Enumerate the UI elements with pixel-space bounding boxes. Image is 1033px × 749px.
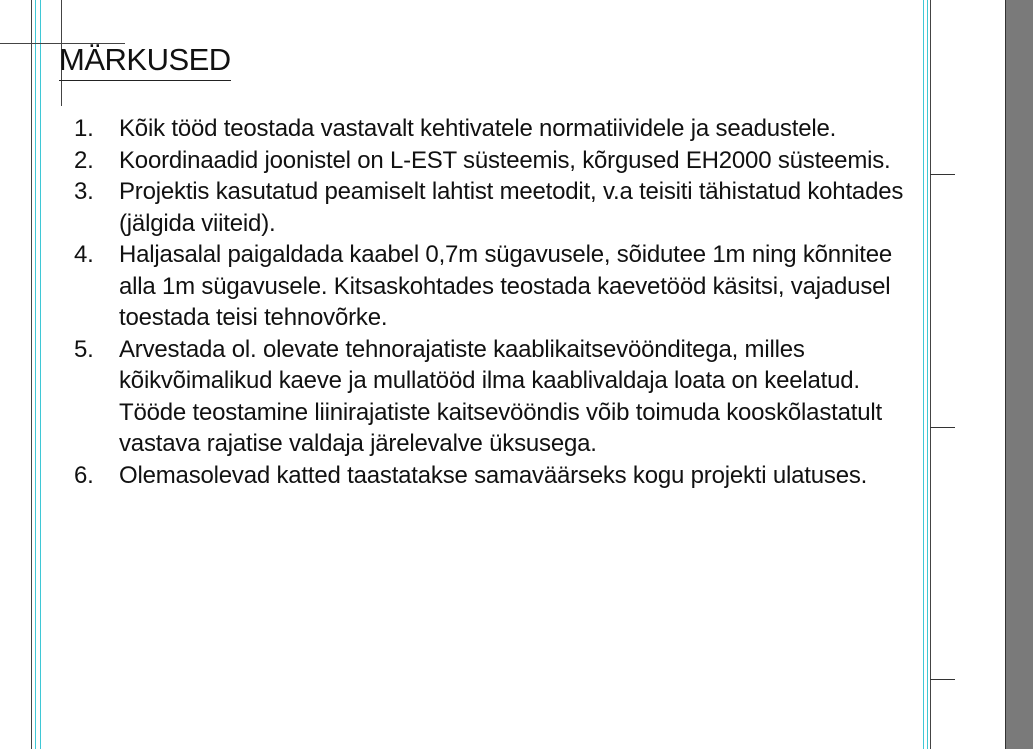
list-item [74,113,914,145]
side-strip [1005,0,1033,749]
frame-line-right-cyan [923,0,924,749]
note-text: Kõik tööd teostada vastavalt kehtivatele normatiividele ja seadustele. [119,115,837,142]
frame-line-left-cyan [35,0,36,749]
notes-list [74,113,914,491]
note-text: Arvestada ol. olevate tehnorajatiste kaablikaitsevöönditega, milles kõikvõimalikud kaeve ja mullatööd ilma kaablivaldaja loata on keelatud. Tööde teostamine liinirajatiste kaitsevööndis võib toimuda kooskõlastatult vastava rajatise valdaja järelevalve üksusega. [119,335,882,457]
note-number: 4. [74,241,94,268]
notes-heading: MÄRKUSED [59,41,231,81]
title-block-divider [930,679,955,680]
list-item [74,176,914,239]
frame-line-left-cyan-inner [40,0,41,749]
note-number: 6. [74,461,94,489]
note-number: 5. [74,335,94,363]
title-block-divider [930,427,955,428]
title-block-area [955,0,1005,749]
list-item [74,460,914,492]
note-text: Koordinaadid joonistel on L-EST süsteemis, kõrgused EH2000 süsteemis. [119,146,891,174]
frame-line-right-cyan-inner [927,0,928,749]
list-item [74,239,914,334]
note-text: Projektis kasutatud peamiselt lahtist meetodit, v.a teisiti tähistatud kohtades (jälgida viiteid). [119,178,904,237]
frame-line-left-outer [31,0,32,749]
note-text: Olemasolevad katted taastatakse samaväärseks kogu projekti ulatuses. [119,461,868,489]
note-text: Haljasalal paigaldada kaabel 0,7m sügavusele, sõidutee 1m ning kõnnitee alla 1m sügavusele. Kitsaskohtades teostada kaevetööd käsitsi, vajadusel toestada teisi tehnovõrke. [119,241,892,331]
title-block-divider [930,174,955,175]
list-item [74,145,914,177]
note-number: 1. [74,115,94,142]
list-item [74,334,914,460]
note-number: 3. [74,178,94,205]
frame-line-right-dark [930,0,931,749]
note-number: 2. [74,146,94,174]
